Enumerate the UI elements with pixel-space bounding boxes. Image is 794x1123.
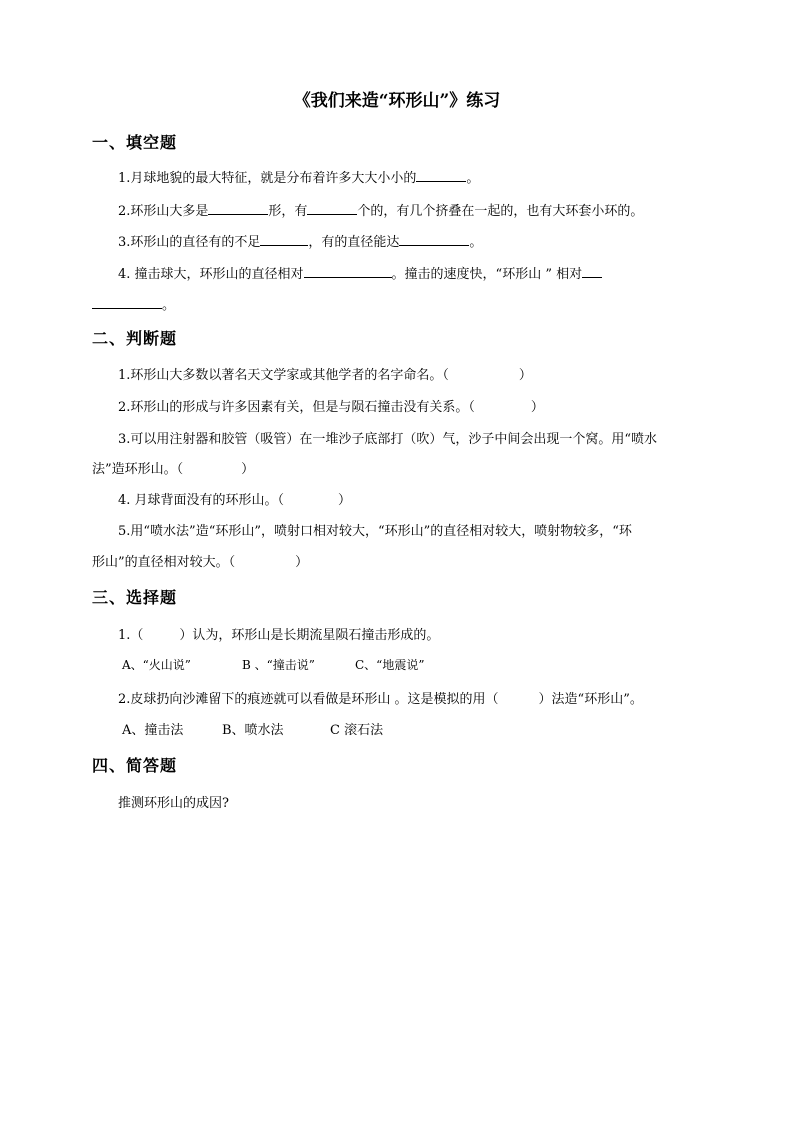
judge-question-4 [118, 489, 351, 508]
judge-question-2 [118, 396, 544, 415]
choice-q2-text: 2.皮球扔向沙滩留下的痕迹就可以看做是环形山 。这是模拟的用（ [118, 692, 499, 707]
choice-q1-open: 1.（ [118, 628, 144, 643]
judge-q3-text: 法”造环形山。（ [92, 462, 184, 477]
fill-question-2 [118, 200, 643, 219]
choice-q2-text2: ）法造“环形山”。 [538, 692, 643, 707]
section-heading-short: 四、简答题 [92, 756, 178, 775]
fill-question-1 [118, 167, 479, 186]
choice-q1-text: ）认为，环形山是长期流星陨石撞击形成的。 [179, 628, 440, 643]
fill-q1-end: 。 [466, 171, 480, 186]
fill-q3-text-c: 。 [469, 235, 483, 250]
short-question-1: 推测环形山的成因? [118, 796, 229, 811]
section-heading-fill: 一、填空题 [92, 133, 178, 152]
fill-q2-text-a: 2.环形山大多是 [118, 204, 209, 219]
fill-q2-blank-2[interactable] [307, 202, 357, 215]
section-heading-choice: 三、选择题 [92, 588, 178, 607]
fill-q4-text-b: 。撞击的速度快，“环形山 ” 相对 [391, 267, 583, 282]
choice-q2-option-c[interactable]: C 滚石法 [330, 723, 384, 738]
fill-q1-text: 1.月球地貌的最大特征，就是分布着许多大大小小的 [118, 171, 417, 186]
judge-q3-close: ） [241, 462, 255, 477]
fill-q3-blank-1[interactable] [260, 233, 308, 246]
judge-question-5-line1: 5.用“喷水法”造“环形山”，喷射口相对较大，“环形山”的直径相对较大，喷射物较多，“环 [118, 524, 632, 539]
choice-question-1 [118, 624, 439, 643]
choice-q1-option-c[interactable]: C、“地震说” [355, 658, 425, 672]
judge-question-3-line2 [92, 458, 254, 477]
fill-q4-blank-2b[interactable] [92, 296, 162, 309]
fill-question-4 [118, 263, 602, 282]
judge-question-3-line1: 3.可以用注射器和胶管（吸管）在一堆沙子底部打（吹）气，沙子中间会出现一个窝。用“喷水 [118, 432, 658, 447]
fill-q3-text-a: 3.环形山的直径有的不足 [118, 235, 261, 250]
choice-q2-option-a[interactable]: A、撞击法 [122, 723, 184, 738]
fill-q3-text-b: ，有的直径能达 [308, 235, 400, 250]
judge-question-5-line2 [92, 551, 308, 570]
fill-q2-text-b: 形，有 [268, 204, 308, 219]
choice-q2-option-b[interactable]: B、喷水法 [222, 723, 284, 738]
judge-q2-text: 2.环形山的形成与许多因素有关，但是与陨石撞击没有关系。（ [118, 400, 475, 415]
judge-q4-text: 4. 月球背面没有的环形山。（ [118, 493, 285, 508]
fill-q4-end: 。 [162, 298, 176, 313]
judge-q2-close: ） [530, 400, 544, 415]
fill-q2-text-c: 个的，有几个挤叠在一起的，也有大环套小环的。 [357, 204, 644, 219]
fill-q2-blank-1[interactable] [208, 202, 268, 215]
choice-question-2 [118, 688, 643, 707]
fill-question-4-cont [92, 294, 175, 313]
judge-q5-close: ） [295, 555, 309, 570]
judge-question-1 [118, 364, 532, 383]
section-heading-judge: 二、判断题 [92, 329, 178, 348]
fill-q4-blank-2a[interactable] [582, 265, 602, 278]
fill-q3-blank-2[interactable] [399, 233, 469, 246]
fill-q4-text-a: 4. 撞击球大，环形山的直径相对 [118, 267, 304, 282]
page-title: 《我们来造“环形山”》练习 [293, 91, 501, 111]
judge-q5-text: 形山”的直径相对较大。（ [92, 555, 236, 570]
fill-q1-blank[interactable] [416, 169, 466, 182]
judge-q4-close: ） [338, 493, 352, 508]
judge-q1-close: ） [518, 368, 532, 383]
choice-q1-option-b[interactable]: B 、“撞击说” [242, 658, 315, 672]
fill-question-3 [118, 231, 482, 250]
judge-q1-text: 1.环形山大多数以著名天文学家或其他学者的名字命名。（ [118, 368, 449, 383]
choice-q1-option-a[interactable]: A、“火山说” [122, 658, 191, 672]
fill-q4-blank-1[interactable] [304, 265, 392, 278]
